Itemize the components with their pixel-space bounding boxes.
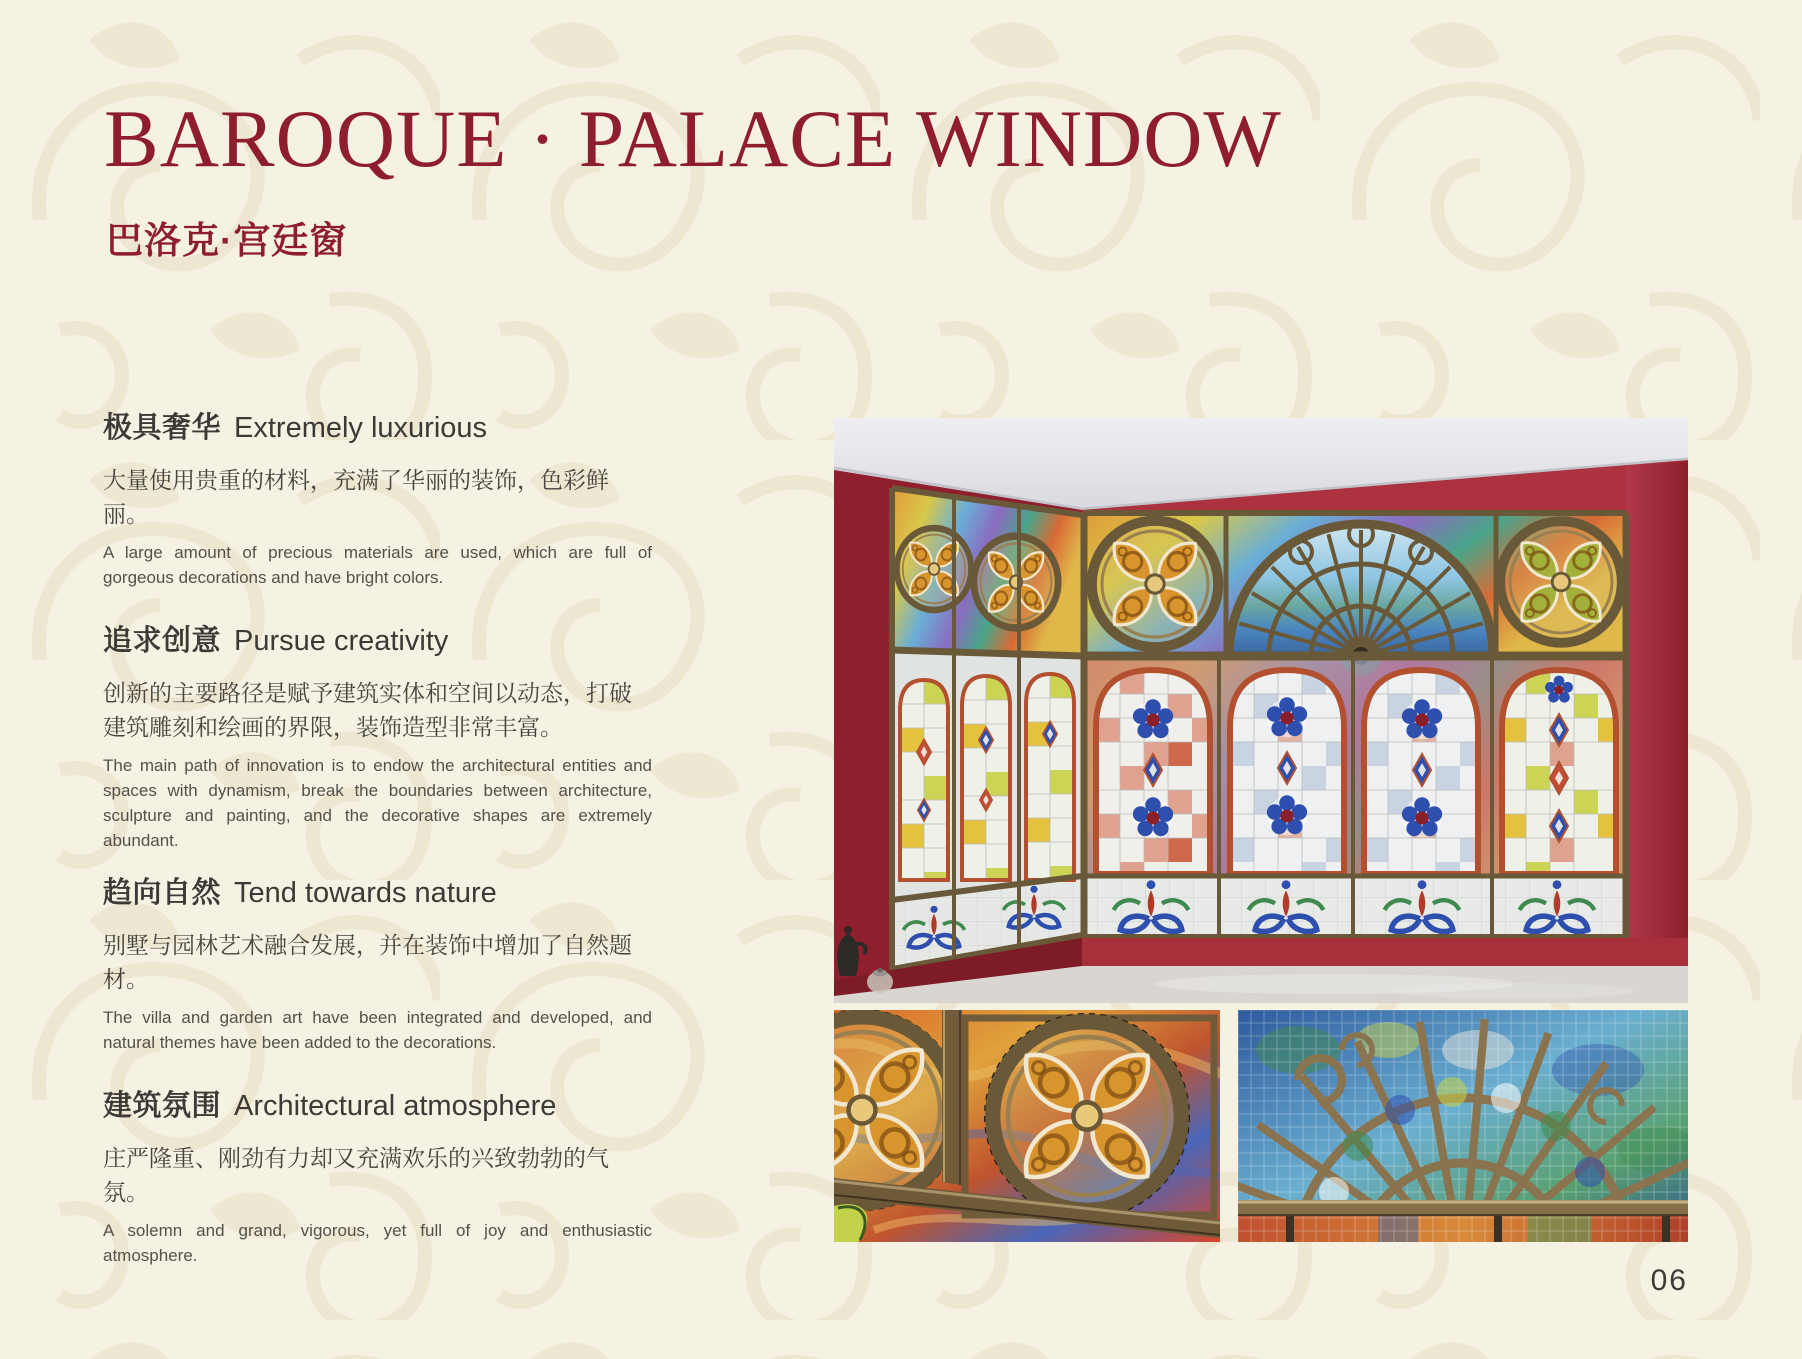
section-body-cn: 别墅与园林艺术融合发展，并在装饰中增加了自然题材。 bbox=[103, 932, 632, 992]
section-heading-en: Architectural atmosphere bbox=[234, 1090, 557, 1122]
section-heading-en: Extremely luxurious bbox=[234, 412, 488, 444]
section-body-en: The villa and garden art have been integrated and developed, and natural themes have been added to the decorations. bbox=[103, 1008, 652, 1052]
section-heading bbox=[103, 1083, 652, 1124]
section-architectural-atmosphere bbox=[103, 1083, 652, 1268]
section-heading bbox=[103, 618, 652, 659]
section-body-cn: 大量使用贵重的材料，充满了华丽的装饰，色彩鲜丽。 bbox=[103, 467, 609, 527]
corner-frame-post bbox=[942, 1010, 962, 1185]
section-heading-cn: 追求创意 bbox=[103, 625, 222, 657]
left-wall-windows bbox=[881, 488, 1082, 970]
section-heading-cn: 趋向自然 bbox=[103, 877, 222, 909]
section-extremely-luxurious bbox=[103, 405, 652, 590]
page-subtitle-cn: 巴洛克·宫廷窗 bbox=[106, 220, 348, 261]
detail-photo-fan-window bbox=[1238, 1010, 1688, 1242]
section-heading bbox=[103, 870, 652, 911]
section-heading bbox=[103, 405, 652, 446]
section-heading-cn: 建筑氛围 bbox=[103, 1090, 222, 1122]
detail-photo-rosettes bbox=[834, 1010, 1220, 1242]
lower-mosaic-strip bbox=[1238, 1216, 1688, 1242]
section-heading-en: Pursue creativity bbox=[234, 625, 449, 657]
section-tend-towards-nature bbox=[103, 870, 652, 1055]
section-body-cn: 创新的主要路径是赋予建筑实体和空间以动态，打破建筑雕刻和绘画的界限，装饰造型非常丰富。 bbox=[103, 680, 632, 740]
section-body-cn: 庄严隆重、刚劲有力却又充满欢乐的兴致勃勃的气氛。 bbox=[103, 1145, 609, 1205]
section-body-en: A solemn and grand, vigorous, yet full of joy and enthusiastic atmosphere. bbox=[103, 1221, 652, 1265]
section-heading-cn: 极具奢华 bbox=[103, 412, 222, 444]
page-title: BAROQUE · PALACE WINDOW bbox=[104, 93, 1282, 184]
section-body-en: A large amount of precious materials are used, which are full of gorgeous decorations and have bright colors. bbox=[103, 543, 652, 587]
section-pursue-creativity bbox=[103, 618, 652, 853]
section-heading-en: Tend towards nature bbox=[234, 877, 497, 909]
horizontal-bronze-rail bbox=[1238, 1200, 1688, 1216]
page-number: 06 bbox=[1650, 1264, 1688, 1297]
section-body-en: The main path of innovation is to endow the architectural entities and spaces with dynamism, break the boundaries between architecture, sculpture and painting, and the decorative shapes are extremely abundant. bbox=[103, 756, 652, 850]
main-photo-stained-glass-room bbox=[834, 418, 1688, 1003]
front-wall-windows bbox=[1066, 495, 1647, 938]
